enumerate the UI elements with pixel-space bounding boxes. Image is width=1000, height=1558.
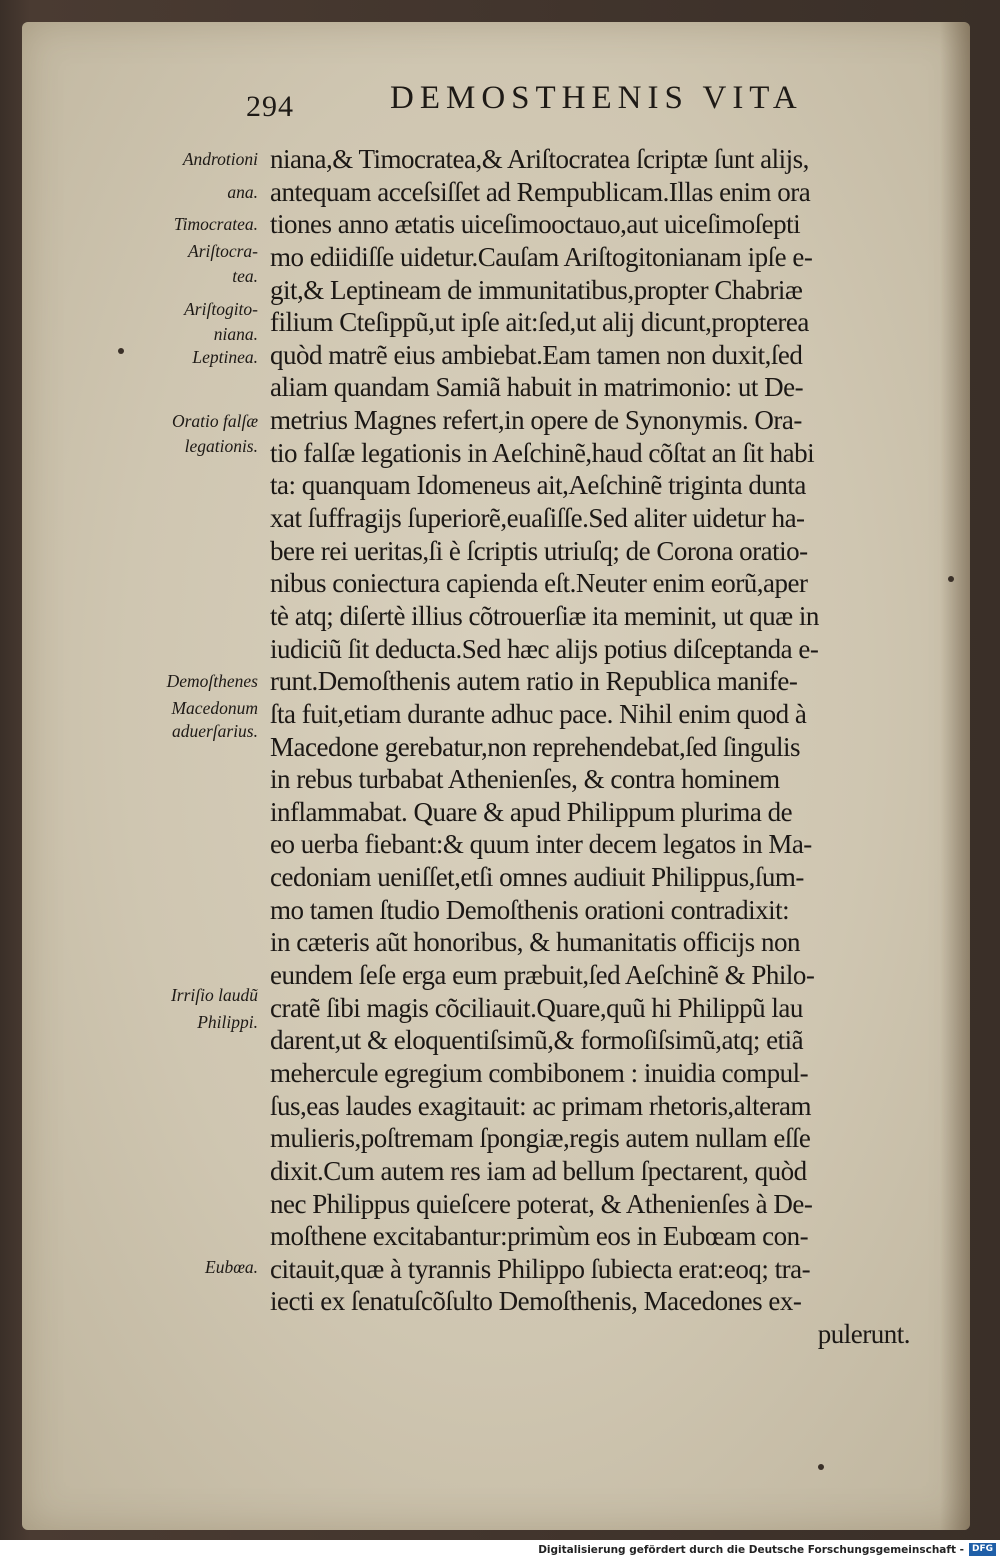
ink-speck — [118, 348, 124, 354]
text-line: mo ediidiſſe uidetur.Cauſam Ariſtogitonianam ipſe e- — [270, 241, 813, 272]
ink-speck — [948, 576, 954, 582]
dfg-logo: DFG — [969, 1543, 996, 1556]
marginal-note: Androtioni ana. — [182, 149, 258, 202]
text-line: eo uerba fiebant:& quum inter decem legatos in Ma- — [270, 829, 812, 860]
text-line: bere rei ueritas,ſi è ſcriptis utriuſq; de Corona oratio- — [270, 535, 808, 566]
text-line: mulieris,poſtremam ſpongiæ,regis autem nullam eſſe — [270, 1123, 811, 1154]
text-line: ſus,eas laudes exagitauit: ac primam rhetoris,alteram — [270, 1090, 812, 1121]
text-line: dixit.Cum autem res iam ad bellum ſpectarent, quòd — [270, 1155, 807, 1186]
marginal-note: Eubœa. — [205, 1257, 258, 1277]
text-line: antequam acceſsiſſet ad Rempublicam.Illas enim ora — [270, 176, 811, 207]
page-number: 294 — [246, 90, 294, 123]
text-line: tio falſæ legationis in Aeſchinẽ,haud cõſtat an ſit habi — [270, 437, 815, 468]
text-line: tiones anno ætatis uiceſimooctauo,aut uiceſimoſepti — [270, 209, 801, 240]
text-line: mehercule egregium combibonem : inuidia compul- — [270, 1057, 809, 1088]
marginal-note: aduerſarius. — [171, 721, 258, 741]
text-line: Macedone gerebatur,non reprehendebat,ſed ſingulis — [270, 731, 800, 762]
text-line: nibus coniectura capienda eſt.Neuter enim eorũ,aper — [270, 568, 808, 599]
marginal-note: Ariſtocra- tea. — [188, 241, 258, 286]
marginal-note: Irriſio laudũ Philippi. — [170, 985, 258, 1032]
text-line: ſta fuit,etiam durante adhuc pace. Nihil enim quod à — [270, 698, 807, 729]
text-line: quòd matrẽ eius ambiebat.Eam tamen non duxit,ſed — [270, 339, 803, 370]
text-line: citauit,quæ à tyrannis Philippo ſubiecta erat:eoq; tra- — [270, 1253, 811, 1284]
text-line: aliam quandam Samiã habuit in matrimonio: ut De- — [270, 372, 804, 403]
text-line-catchword: pulerunt. — [817, 1319, 910, 1350]
text-line: iudiciũ ſit deducta.Sed hæc alijs potius diſceptanda e- — [270, 633, 819, 664]
running-title: DEMOSTHENIS VITA — [390, 80, 803, 116]
marginal-note: Leptinea. — [192, 347, 258, 367]
text-line: cratẽ ſibi magis cõciliauit.Quare,quũ hi Philippũ lau — [270, 992, 803, 1023]
text-line: in cæteris aũt honoribus, & humanitatis officijs non — [270, 927, 800, 958]
marginal-note: Timocratea. — [173, 214, 258, 234]
text-line: runt.Demoſthenis autem ratio in Republica manife- — [270, 666, 798, 697]
ink-speck — [818, 1464, 824, 1470]
text-line: inflammabat. Quare & apud Philippum plurima de — [270, 796, 793, 827]
marginal-note: Demoſthenes Macedonum — [166, 671, 258, 718]
text-line: darent,ut & eloquentiſsimũ,& formoſiſsimũ,atq; etiã — [270, 1025, 804, 1056]
text-line: filium Cteſippũ,ut ipſe ait:ſed,ut alij dicunt,propterea — [270, 307, 809, 338]
text-line: cedoniam ueniſſet,etſi omnes audiuit Philippus,ſum- — [270, 862, 804, 893]
text-line: eundem ſeſe erga eum præbuit,ſed Aeſchinẽ & Philo- — [270, 960, 815, 991]
marginal-note: Ariſtogito- niana. — [184, 299, 258, 344]
text-line: mo tamen ſtudio Demoſthenis orationi contradixit: — [270, 894, 790, 925]
text-line: niana,& Timocratea,& Ariſtocratea ſcriptæ ſunt alijs, — [270, 144, 809, 174]
text-line: ta: quanquam Idomeneus ait,Aeſchinẽ triginta dunta — [270, 470, 806, 501]
footer-band — [0, 1540, 1000, 1558]
text-line: tè atq; diſertè illius cõtrouerſiæ ita meminit, ut quæ in — [270, 600, 819, 631]
funding-credit: Digitalisierung gefördert durch die Deutsche Forschungsgemeinschaft - — [538, 1544, 964, 1556]
text-line: nec Philippus quieſcere poterat, & Athenienſes à De- — [270, 1188, 813, 1219]
text-line: iecti ex ſenatuſcõſulto Demoſthenis, Macedones ex- — [270, 1286, 802, 1317]
text-line: git,& Leptineam de immunitatibus,propter Chabriæ — [270, 274, 803, 305]
text-line: moſthene excitabantur:primùm eos in Eubœam con- — [270, 1221, 809, 1252]
main-text-block — [270, 143, 950, 1351]
marginal-note: Oratio falſæ legationis. — [171, 411, 258, 456]
text-line: metrius Magnes refert,in opere de Synonymis. Ora- — [270, 405, 802, 436]
text-line: xat ſuffragijs ſuperiorẽ,euaſiſſe.Sed aliter uidetur ha- — [270, 503, 805, 534]
text-line: in rebus turbabat Athenienſes, & contra hominem — [270, 764, 780, 795]
